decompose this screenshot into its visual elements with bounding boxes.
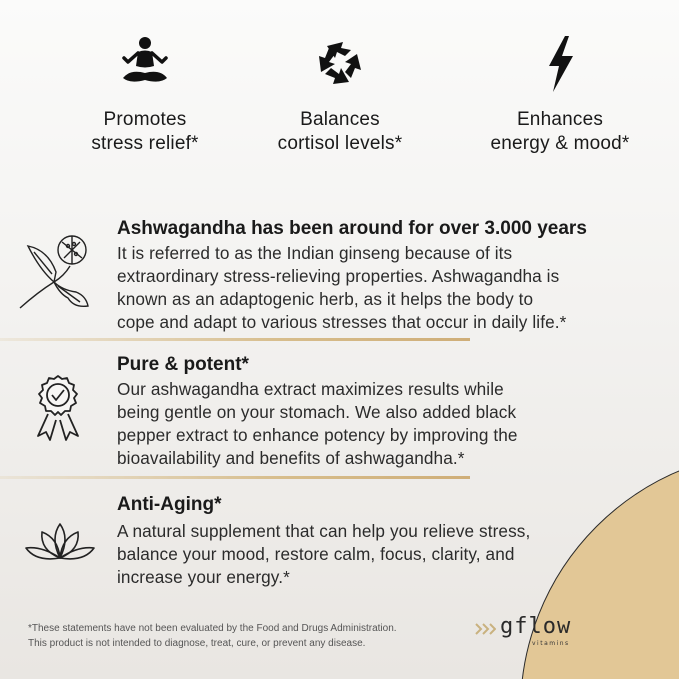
section-pure-potent: [0, 350, 679, 470]
recycle-arrows-icon: [315, 36, 365, 88]
benefit-line1: Promotes: [103, 109, 187, 130]
disclaimer-line: *These statements have not been evaluated by the Food and Drugs Administration.: [28, 623, 397, 634]
section-title: Pure & potent*: [117, 354, 249, 375]
benefit-cortisol: [225, 36, 455, 156]
body-line: It is referred to as the Indian ginseng because of its: [117, 243, 513, 263]
body-line: bioavailability and benefits of ashwagandha.*: [117, 448, 465, 468]
body-line: increase your energy.*: [117, 567, 290, 587]
quality-badge-icon: [34, 374, 82, 442]
lotus-icon: [22, 520, 98, 566]
body-line: known as an adaptogenic herb, as it helps the body to: [117, 289, 534, 309]
body-line: pepper extract to enhance potency by improving the: [117, 425, 518, 445]
benefit-line1: Balances: [300, 109, 380, 130]
benefit-line2: energy & mood*: [490, 133, 630, 154]
section-body: [117, 520, 530, 589]
section-title: Ashwagandha has been around for over 3.000 years: [117, 218, 587, 239]
chevron-arrows-icon: [474, 622, 496, 636]
section-divider: [0, 338, 470, 341]
benefit-line2: cortisol levels*: [277, 133, 403, 154]
section-divider: [0, 476, 470, 479]
benefits-row: [0, 0, 679, 170]
meditation-icon: [120, 36, 170, 88]
ashwagandha-plant-icon: [18, 232, 92, 310]
disclaimer-line: This product is not intended to diagnose, treat, cure, or prevent any disease.: [28, 638, 366, 649]
body-line: A natural supplement that can help you relieve stress,: [117, 521, 531, 541]
body-line: extraordinary stress-relieving properties. Ashwagandha is: [117, 266, 560, 286]
brand-name: gflow: [500, 614, 572, 639]
fda-disclaimer: [28, 621, 397, 651]
body-line: cope and adapt to various stresses that occur in daily life.*: [117, 312, 567, 332]
benefit-energy: [445, 36, 675, 156]
section-anti-aging: [0, 490, 679, 600]
benefit-line1: Enhances: [516, 109, 604, 130]
brand-tagline: vitamins: [532, 640, 570, 647]
section-body: [117, 242, 566, 334]
section-body: [117, 378, 518, 470]
body-line: being gentle on your stomach. We also added black: [117, 402, 517, 422]
benefit-line2: stress relief*: [91, 133, 199, 154]
section-history: [0, 212, 679, 342]
body-line: Our ashwagandha extract maximizes results while: [117, 379, 504, 399]
body-line: balance your mood, restore calm, focus, clarity, and: [117, 544, 515, 564]
section-title: Anti-Aging*: [117, 494, 222, 515]
lightning-bolt-icon: [535, 36, 585, 92]
